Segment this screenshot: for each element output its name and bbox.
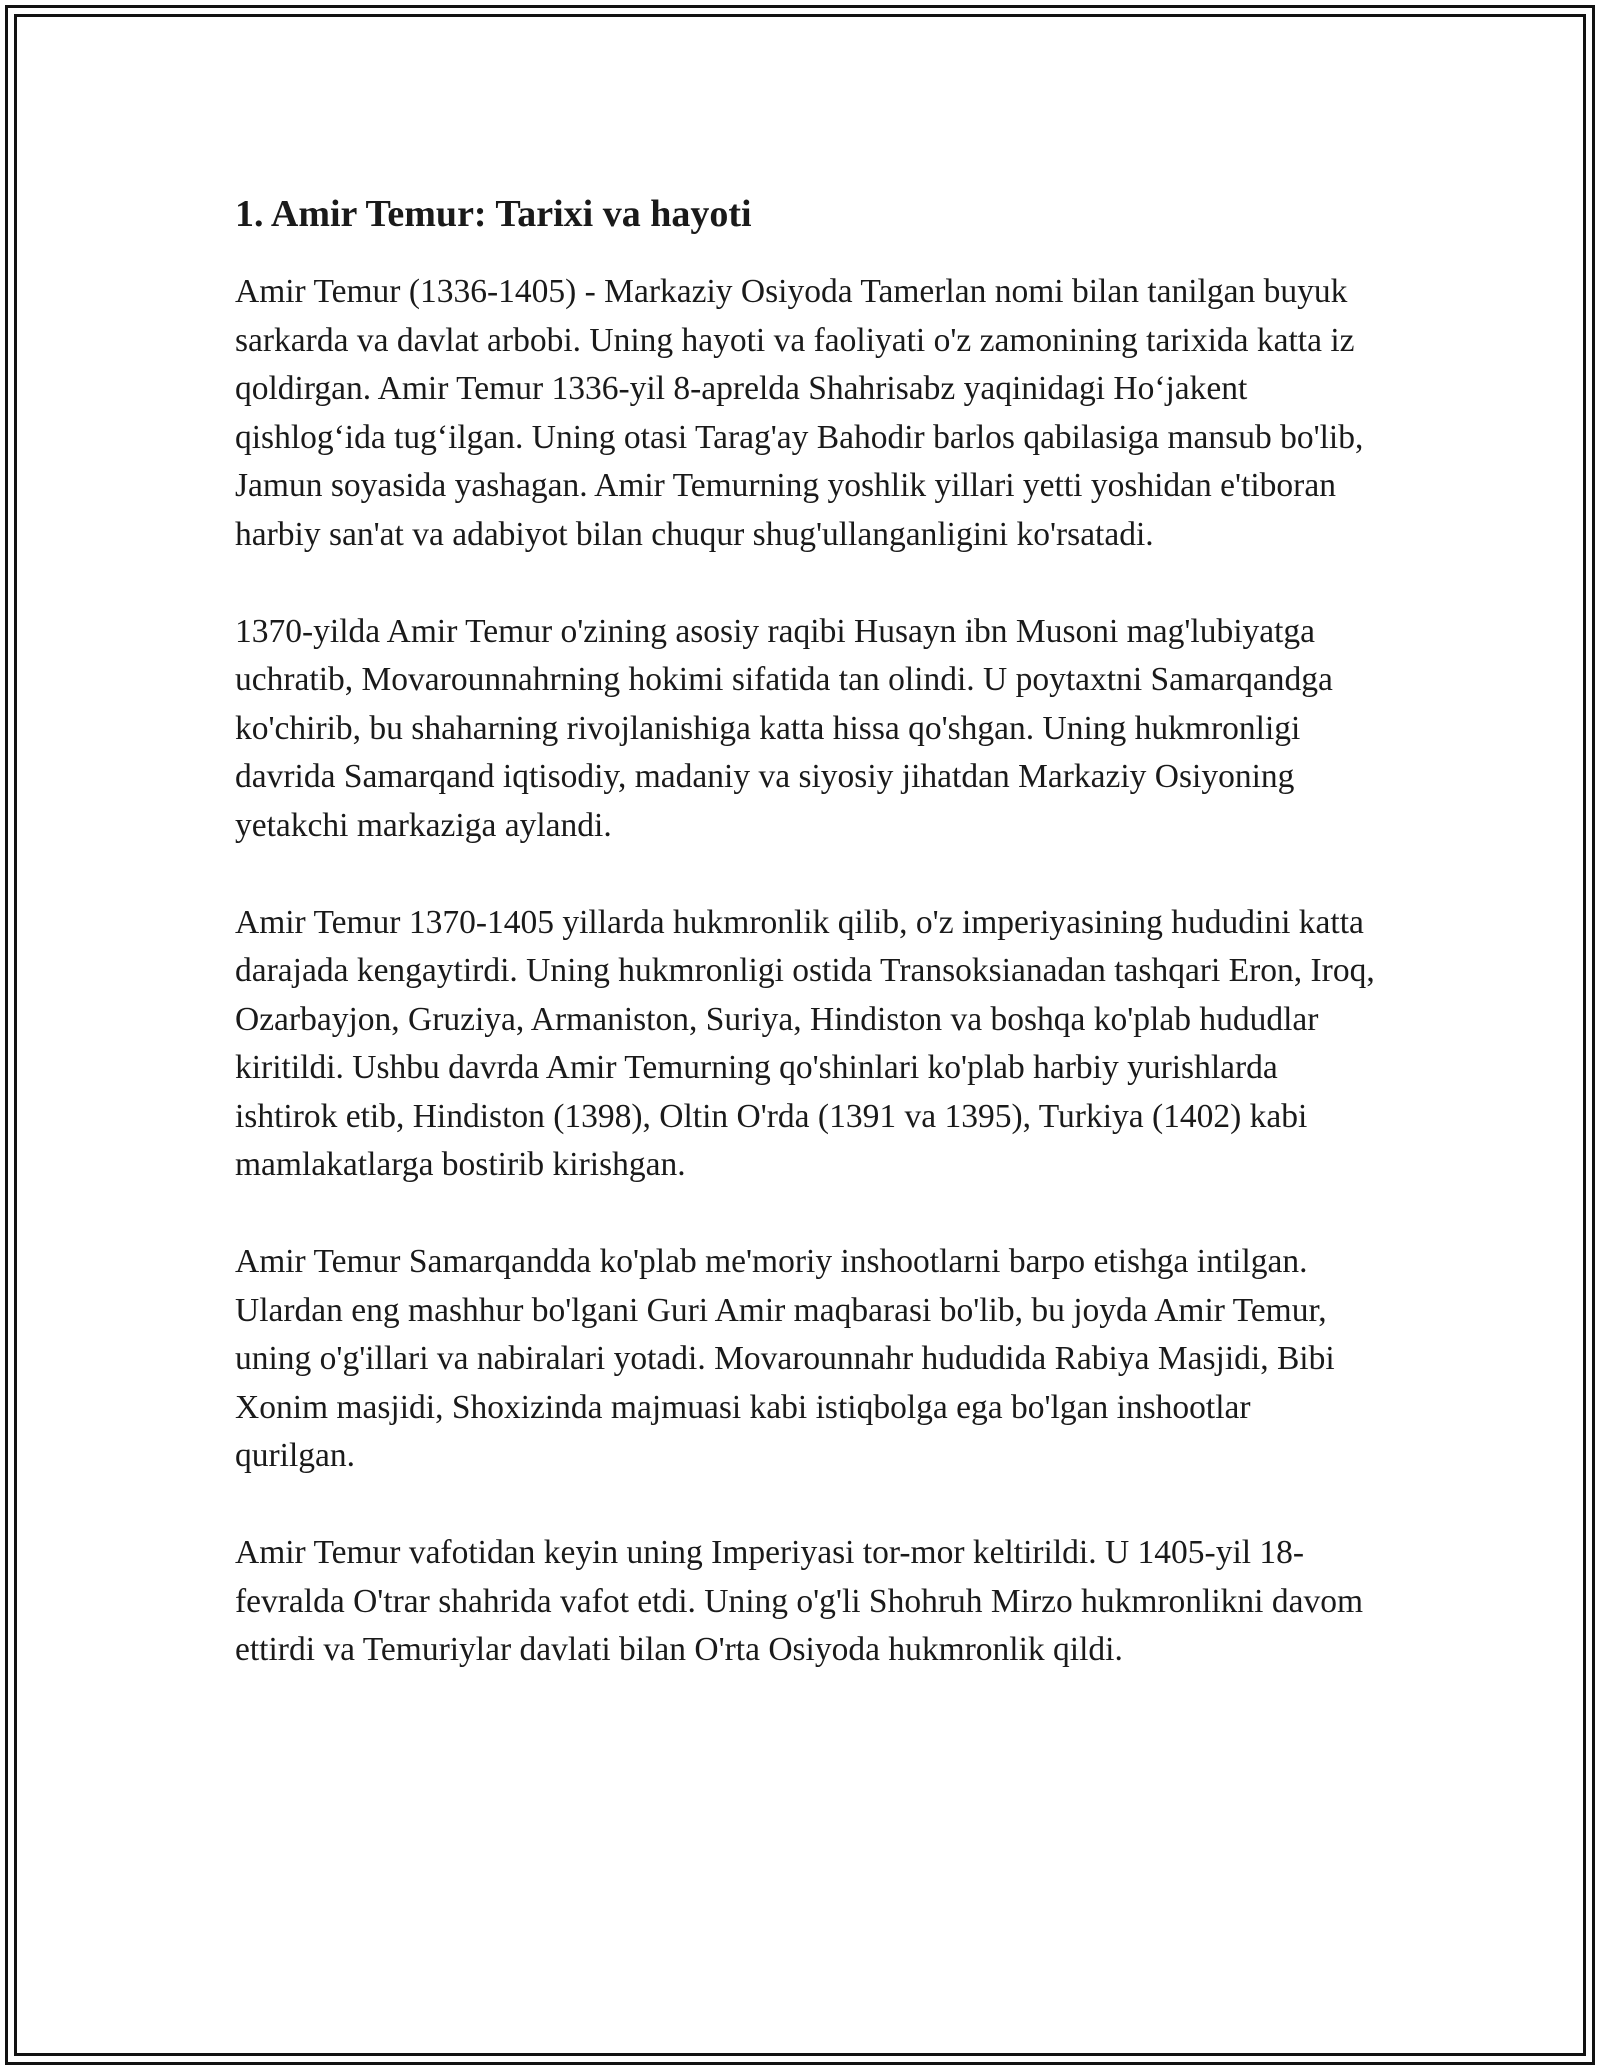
document-title: 1. Amir Temur: Tarixi va hayoti (235, 193, 752, 235)
paragraph-conquests: Amir Temur 1370-1405 yillarda hukmronlik qilib, o'z imperiyasining hududini katta darajada kengaytirdi. Uning hukmronligi ostida Transoksianadan tashqari Eron, Iroq, Ozarbayjon, Gruziya, Armaniston, Suriya, Hindiston va boshqa ko'plab hududlar kiritildi. Ushbu davrda Amir Temurning qo'shinlari ko'plab harbiy yurishlarda ishtirok etib, Hindiston (1398), Oltin O'rda (1391 va 1395), Turkiya (1402) kabi mamlakatlarga bostirib kirishgan. (235, 903, 1375, 1183)
paragraph-death-and-legacy: Amir Temur vafotidan keyin uning Imperiyasi tor-mor keltirildi. U 1405-yil 18-fevralda O'trar shahrida vafot etdi. Uning o'g'li Shohruh Mirzo hukmronlikni davom ettirdi va Temuriylar davlati bilan O'rta Osiyoda hukmronlik qildi. (235, 1534, 1364, 1668)
paragraph-rise-to-power: 1370-yilda Amir Temur o'zining asosiy raqibi Husayn ibn Musoni mag'lubiyatga uchratib, Movarounnahrning hokimi sifatida tan olindi. U poytaxtni Samarqandga ko'chirib, bu shaharning rivojlanishiga katta hissa qo'shgan. Uning hukmronligi davrida Samarqand iqtisodiy, madaniy va siyosiy jihatdan Markaziy Osiyoning yetakchi markaziga aylandi. (235, 612, 1333, 844)
paragraph-birth-and-youth: Amir Temur (1336-1405) - Markaziy Osiyoda Tamerlan nomi bilan tanilgan buyuk sarkarda va davlat arbobi. Uning hayoti va faoliyati o'z zamonining tarixida katta iz qoldirgan. Amir Temur 1336-yil 8-aprelda Shahrisabz yaqinidagi Ho‘jakent qishlog‘ida tug‘ilgan. Uning otasi Tarag'ay Bahodir barlos qabilasiga mansub bo'lib, Jamun soyasida yashagan. Amir Temurning yoshlik yillari yetti yoshidan e'tiboran harbiy san'at va adabiyot bilan chuqur shug'ullanganligini ko'rsatadi. (235, 273, 1364, 553)
paragraph-architecture: Amir Temur Samarqandda ko'plab me'moriy inshootlarni barpo etishga intilgan. Ulardan eng mashhur bo'lgani Guri Amir maqbarasi bo'lib, bu joyda Amir Temur, uning o'g'illari va nabiralari yotadi. Movarounnahr hududida Rabiya Masjidi, Bibi Xonim masjidi, Shoxizinda majmuasi kabi istiqbolga ega bo'lgan inshootlar qurilgan. (235, 1243, 1335, 1474)
document-body (235, 186, 1375, 1723)
